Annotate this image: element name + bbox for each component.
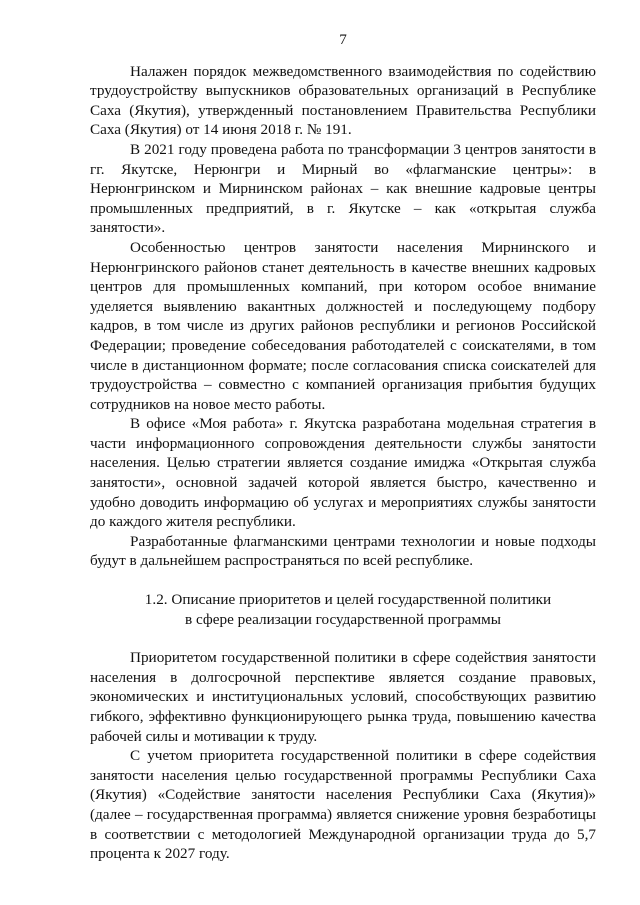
paragraph-mirny-neryungri-features: Особенностью центров занятости населения Мирнинского и Нерюнгринского районов станет деятельность в качестве внешних кадровых центров для промышленных компаний, при котором особое внимание уделяется выявлению вакантных должностей и последующему подбору кадров, в том числе из других районов республики и регионов Российской Федерации; проведение собеседования работодателей с соискателями, в том числе в дистанционном формате; после согласования списка соискателей для трудоустройства – совместно с компанией организация прибытия будущих сотрудников на новое место работы. [90, 238, 596, 413]
paragraph-technologies-spread: Разработанные флагманскими центрами технологии и новые подходы будут в дальнейшем распространяться по всей республике. [90, 532, 596, 570]
document-page [90, 30, 596, 864]
paragraph-flagship-centers: В 2021 году проведена работа по трансформации 3 центров занятости в гг. Якутске, Нерюнгри и Мирный во «флагманские центры»: в Нерюнгринском и Мирнинском районах – как внешние кадровые центры промышленных предприятий, в г. Якутске – как «открытая служба занятости». [90, 140, 596, 237]
section-heading-line-2: в сфере реализации государственной программы [185, 610, 501, 628]
section-heading-line-1: 1.2. Описание приоритетов и целей государственной политики [144, 591, 552, 609]
paragraph-program-goal: С учетом приоритета государственной политики в сфере содействия занятости населения целью государственной программы Республики Саха (Якутия) «Содействие занятости населения Республики Саха (Якутия)» (далее – государственная программа) является снижение уровня безработицы в соответствии с методологией Международной организации труда до 5,7 процента к 2027 году. [90, 747, 596, 863]
paragraph-policy-priority: Приоритетом государственной политики в сфере содействия занятости населения в долгосрочной перспективе является создание правовых, экономических и институциональных условий, способствующих развитию гибкого, эффективно функционирующего рынка труда, повышению качества рабочей силы и мотивации к труду. [90, 649, 596, 745]
paragraph-interagency-cooperation: Налажен порядок межведомственного взаимодействия по содействию трудоустройству выпускников образовательных организаций в Республике Саха (Якутия), утвержденный постановлением Правительства Республики Саха (Якутия) от 14 июня 2018 г. № 191. [90, 62, 596, 139]
section-heading [90, 590, 596, 629]
paragraph-yakutsk-office-strategy: В офисе «Моя работа» г. Якутска разработана модельная стратегия в части информационного сопровождения деятельности службы занятости населения. Целью стратегии является создание имиджа «Открытая служба занятости», основной задачей которой является быстро, качественно и удобно доводить информацию об услугах и мероприятиях службы занятости до каждого жителя республики. [90, 415, 596, 531]
page-number: 7 [339, 31, 347, 48]
